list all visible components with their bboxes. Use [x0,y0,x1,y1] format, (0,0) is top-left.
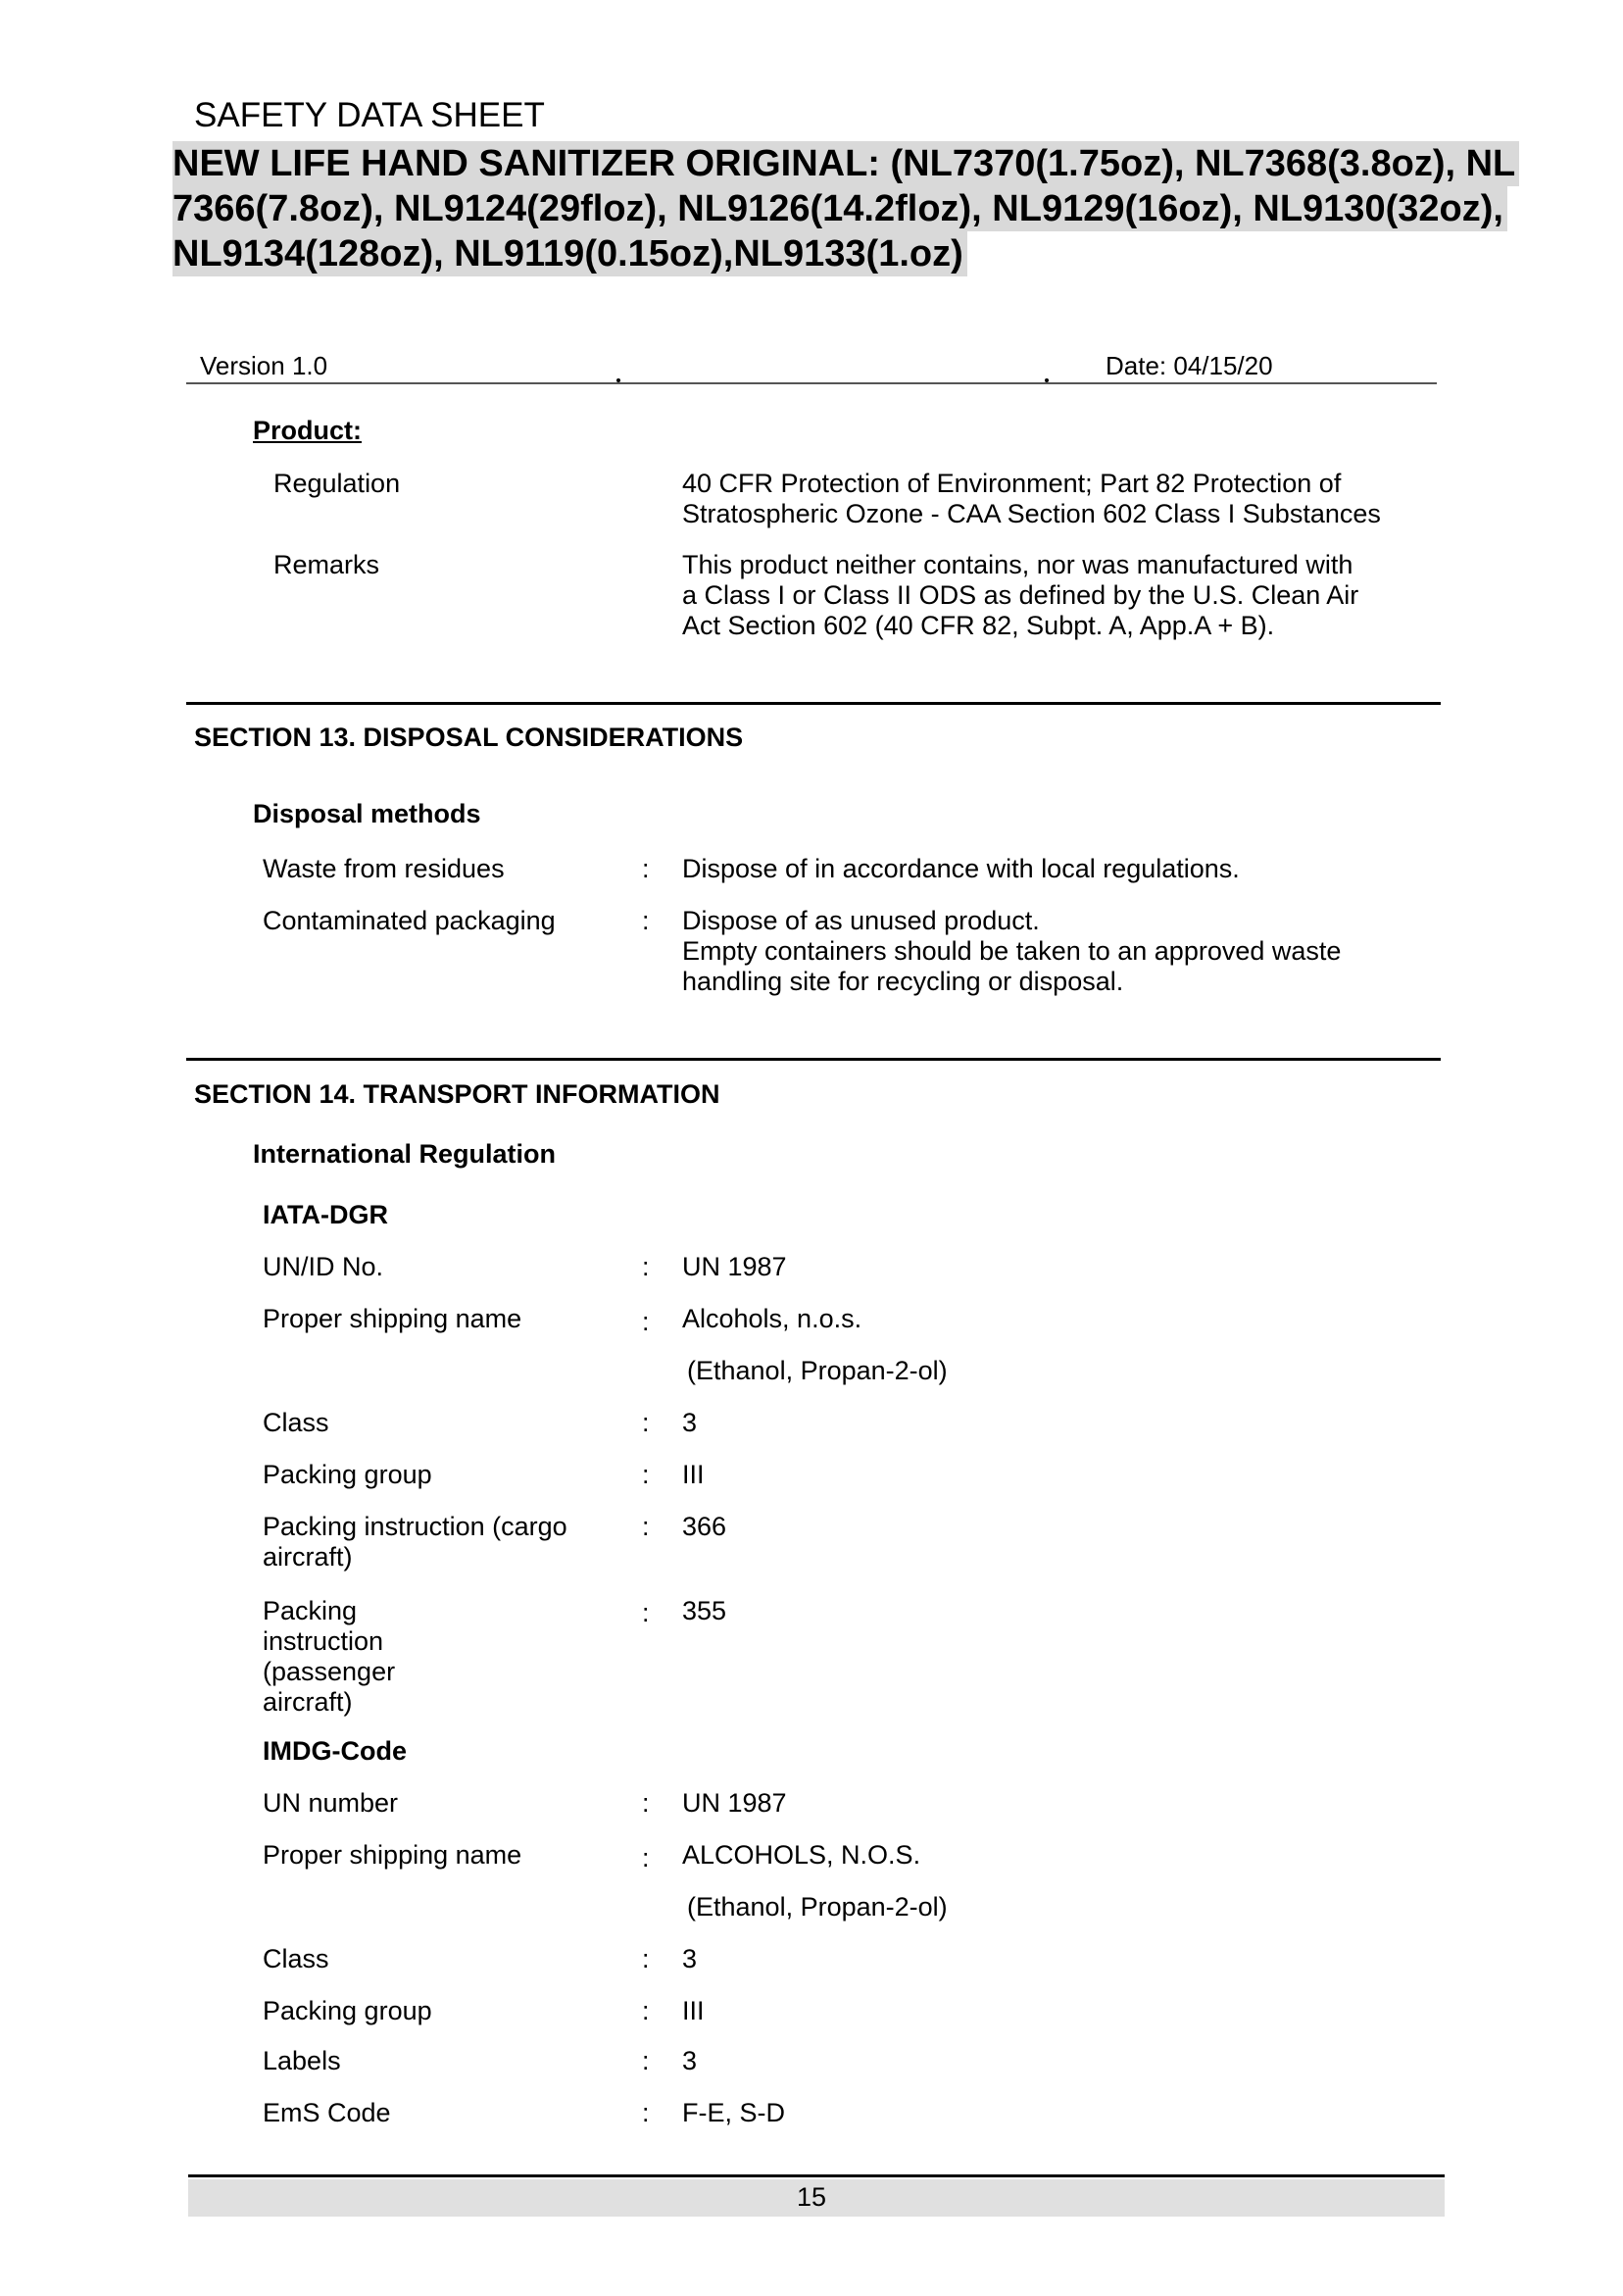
imdg-class-value: 3 [682,1944,698,1973]
imdg-labels-value: 3 [682,2046,698,2075]
colon: : [642,1408,650,1437]
packaging-value-line: Dispose of as unused product. [682,906,1040,935]
header-divider [186,382,1437,384]
label-line: (passenger [263,1657,396,1686]
colon: : [642,1598,650,1627]
contaminated-packaging-label: Contaminated packaging [263,906,556,935]
remarks-value-line: a Class I or Class II ODS as defined by the U.S. Clean Air [682,580,1359,610]
contaminated-packaging-value [682,906,1341,997]
imdg-un-number-label: UN number [263,1788,399,1818]
colon: : [642,2046,650,2075]
colon: : [642,1843,650,1872]
section-14-title: SECTION 14. TRANSPORT INFORMATION [194,1079,720,1109]
colon: : [642,906,650,935]
regulation-label: Regulation [273,469,401,498]
section-divider [186,702,1441,705]
waste-residues-label: Waste from residues [263,854,505,883]
divider-dot-2 [1045,378,1049,382]
imdg-shipping-name-label: Proper shipping name [263,1840,522,1870]
product-title-line-3: NL9134(128oz), NL9119(0.15oz),NL9133(1.oz) [172,231,967,276]
iata-un-id-value: UN 1987 [682,1252,787,1281]
colon: : [642,1788,650,1818]
section-divider [186,1058,1441,1061]
packaging-value-line: handling site for recycling or disposal. [682,967,1124,996]
imdg-shipping-name-technical: (Ethanol, Propan-2-ol) [687,1892,948,1922]
product-heading: Product: [253,416,362,445]
colon: : [642,1460,650,1489]
document-type: SAFETY DATA SHEET [194,96,545,134]
imdg-ems-code-label: EmS Code [263,2098,391,2127]
iata-shipping-name-technical: (Ethanol, Propan-2-ol) [687,1356,948,1385]
imdg-code-heading: IMDG-Code [263,1736,407,1766]
colon: : [642,2098,650,2127]
imdg-shipping-name-value: ALCOHOLS, N.O.S. [682,1840,921,1870]
imdg-ems-code-value: F-E, S-D [682,2098,785,2127]
imdg-packing-group-label: Packing group [263,1996,432,2025]
remarks-value [682,550,1358,641]
iata-class-label: Class [263,1408,329,1437]
iata-packing-instruction-cargo-value: 366 [682,1512,727,1541]
date-label: Date: 04/15/20 [1106,351,1273,380]
packaging-value-line: Empty containers should be taken to an approved waste [682,936,1342,966]
iata-shipping-name-label: Proper shipping name [263,1304,522,1333]
iata-dgr-heading: IATA-DGR [263,1200,388,1229]
label-line: aircraft) [263,1687,353,1717]
colon: : [642,854,650,883]
divider-dot-1 [616,378,620,382]
regulation-value [682,469,1381,529]
version-label: Version 1.0 [200,351,328,380]
imdg-un-number-value: UN 1987 [682,1788,787,1818]
page-number: 15 [796,2182,827,2212]
product-title-line-1: NEW LIFE HAND SANITIZER ORIGINAL: (NL7370(1.75oz), NL7368(3.8oz), NL [172,141,1519,186]
iata-packing-group-label: Packing group [263,1460,432,1489]
imdg-class-label: Class [263,1944,329,1973]
colon: : [642,1944,650,1973]
product-title-line-2: 7366(7.8oz), NL9124(29floz), NL9126(14.2floz), NL9129(16oz), NL9130(32oz), [172,186,1507,231]
iata-packing-instruction-cargo-label [263,1512,567,1572]
international-regulation-heading: International Regulation [253,1139,557,1169]
label-line: Packing [263,1596,358,1625]
imdg-packing-group-value: III [682,1996,705,2025]
colon: : [642,1996,650,2025]
regulation-value-line: 40 CFR Protection of Environment; Part 82 Protection of [682,469,1342,498]
colon: : [642,1307,650,1336]
iata-un-id-label: UN/ID No. [263,1252,384,1281]
regulation-value-line: Stratospheric Ozone - CAA Section 602 Class I Substances [682,499,1381,528]
iata-class-value: 3 [682,1408,698,1437]
footer-divider [188,2174,1445,2177]
remarks-value-line: This product neither contains, nor was manufactured with [682,550,1353,579]
iata-packing-instruction-passenger-value: 355 [682,1596,727,1625]
label-line: instruction [263,1626,384,1656]
waste-residues-value: Dispose of in accordance with local regulations. [682,854,1240,883]
colon: : [642,1252,650,1281]
section-13-title: SECTION 13. DISPOSAL CONSIDERATIONS [194,723,744,752]
imdg-labels-label: Labels [263,2046,341,2075]
iata-shipping-name-value: Alcohols, n.o.s. [682,1304,862,1333]
label-line: Packing instruction (cargo [263,1512,567,1541]
remarks-label: Remarks [273,550,380,579]
remarks-value-line: Act Section 602 (40 CFR 82, Subpt. A, App.A + B). [682,611,1275,640]
iata-packing-group-value: III [682,1460,705,1489]
colon: : [642,1512,650,1541]
label-line: aircraft) [263,1542,353,1572]
iata-packing-instruction-passenger-label [263,1596,395,1718]
disposal-methods-heading: Disposal methods [253,799,481,828]
